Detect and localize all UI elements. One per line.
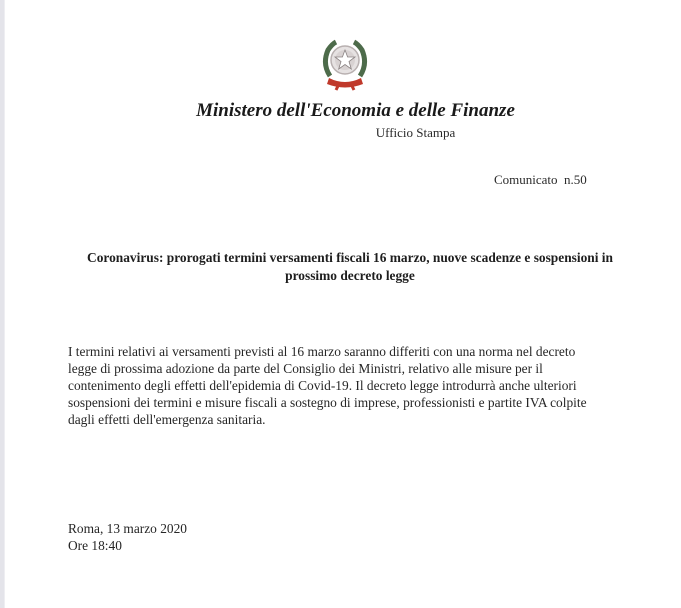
release-time: Ore 18:40	[68, 538, 122, 553]
body-line: dagli effetti dell'emergenza sanitaria.	[68, 412, 266, 427]
press-release-headline: Coronavirus: prorogati termini versamenti fiscali 16 marzo, nuove scadenze e sospensioni in prossimo decreto legge	[87, 250, 613, 283]
communique-number: Comunicato n.50	[494, 172, 587, 187]
release-date-block	[68, 520, 187, 554]
ministry-title: Ministero dell'Economia e delle Finanze	[196, 100, 515, 121]
press-release-body	[68, 343, 628, 428]
body-line: legge di prossima adozione da parte del Consiglio dei Ministri, relativo alle misure per il	[68, 361, 543, 376]
place-date: Roma, 13 marzo 2020	[68, 521, 188, 536]
office-name: Ufficio Stampa	[375, 125, 456, 140]
body-line: sospensioni dei termini e misure fiscali a sostegno di imprese, professionisti e partite IVA colpite	[68, 395, 587, 410]
body-line: I termini relativi ai versamenti previsti al 16 marzo saranno differiti con una norma nel decreto	[68, 344, 576, 359]
italian-republic-emblem-icon	[320, 36, 370, 92]
body-line: contenimento degli effetti dell'epidemia di Covid-19. Il decreto legge introdurrà anche ulteriori	[68, 378, 577, 393]
page-edge	[0, 0, 5, 608]
